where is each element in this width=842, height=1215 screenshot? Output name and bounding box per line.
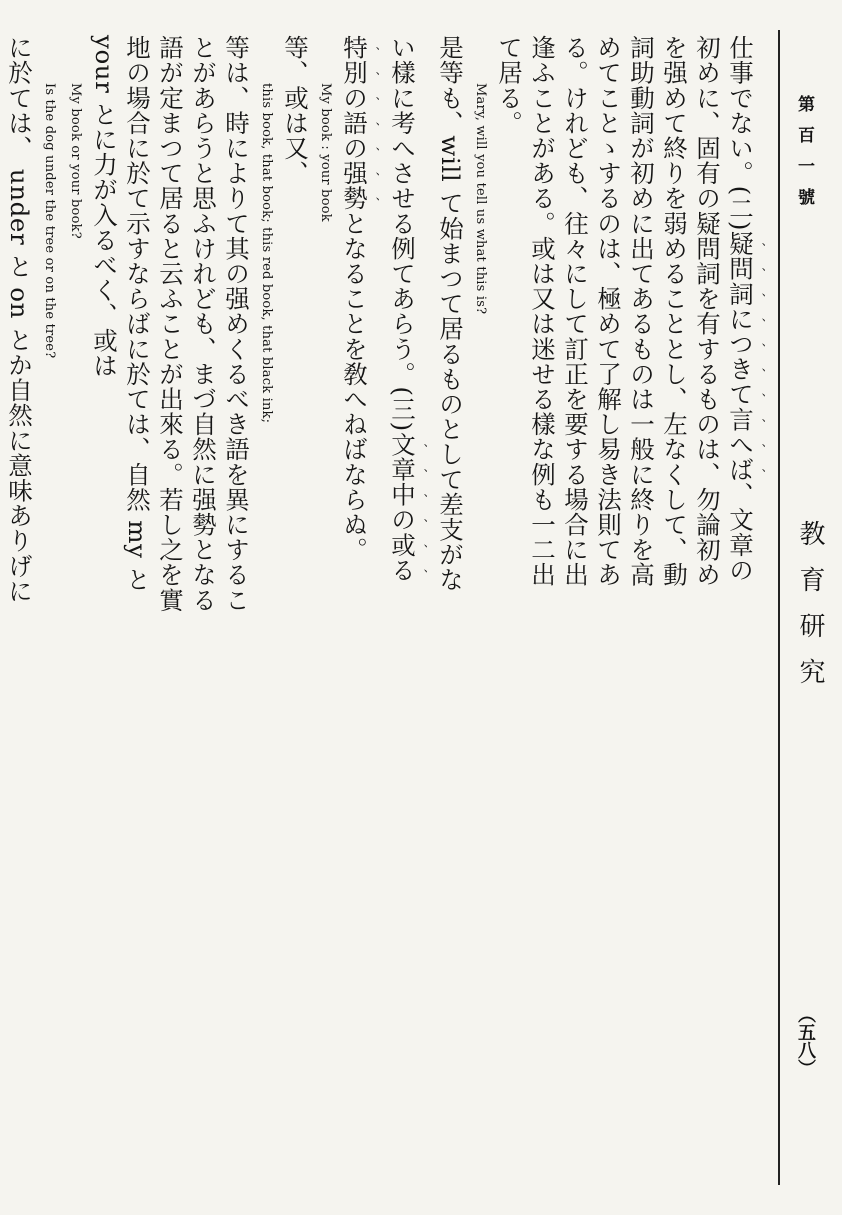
english-example [312, 35, 338, 595]
text-run: に於ては、 under と on とか自然に意味ありげに [5, 35, 34, 604]
example-line: Mary, will you tell us what this is? [473, 83, 488, 315]
text-run: 是等も、will て始まつて居るものとして差支がない樣に考へさせる例てあらう。(三) [388, 35, 465, 593]
english-example [467, 35, 493, 595]
paragraph [0, 35, 36, 615]
emphasized-text: 疑問詞につきて言へば [726, 231, 755, 483]
right-half-text [0, 35, 772, 1195]
right-upper-column [279, 35, 772, 595]
emphasized-text: 文章中の或る特別の語の强勢 [340, 35, 417, 583]
text-run: 仕事でない。(二) [726, 35, 755, 232]
english-example [36, 35, 88, 615]
example-line: My book or your book? [68, 83, 83, 239]
example-line: this book, that book; this red book, that black ink; [259, 83, 274, 424]
page-header [784, 0, 838, 1215]
paragraph [279, 35, 312, 595]
paragraph [88, 35, 253, 615]
paragraph [493, 35, 772, 595]
body-text [5, 35, 772, 1195]
text-run: 、文章の初めに、固有の疑問詞を有するものは、勿論初めを强めて終りを弱めることとし、左なくして、動詞助動詞が初めに出てあるものは一般に終りを高めてことゝするのは、極めて了解し易き法則てある。けれども、往々にして訂正を要する場合に出逢ふことがある。或は又は迷せる樣な例も一二出て居る。 [495, 35, 755, 588]
text-run: 等は、時によりて其の强めくるべき語を異にすることがあらうと思ふけれども、まづ自然に强勢となる語が定まつて居ると云ふことが出來る。若し之を實地の場合に於て示すならばに於ては、自然 my と your とに力が入るべく、或は [90, 35, 251, 613]
paragraph [338, 35, 467, 595]
example-line: My book : your book [318, 83, 333, 222]
issue-number: 第百一號 [794, 95, 814, 219]
page-number: （五八） [795, 1005, 816, 1077]
journal-title: 教育研究 [795, 520, 825, 704]
right-lower-column [0, 35, 279, 615]
header-rule [778, 30, 780, 1185]
english-example [253, 35, 279, 615]
text-run: となることを敎へねばならぬ。 [340, 210, 369, 563]
example-line: Is the dog under the tree or on the tree? [42, 83, 57, 359]
text-run: 等、或は又、 [281, 35, 310, 186]
